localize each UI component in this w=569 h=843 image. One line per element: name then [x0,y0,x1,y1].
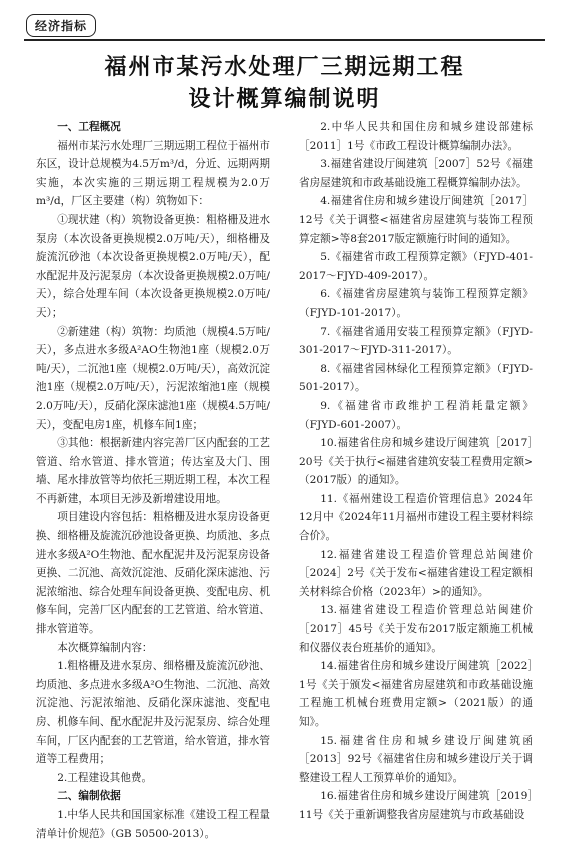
basis-item: 3.福建省建设厅闽建筑［2007］52号《福建省房屋建筑和市政基础设施工程概算编制办法》。 [299,158,533,189]
basis-item: 1.中华人民共和国国家标准《建设工程工程量清单计价规范》（GB 50500-2013）。 [36,808,270,840]
basis-item: 11.《福州建设工程造价管理信息》2024年12月中《2024年11月福州市建设工程主要材料综合价》。 [299,492,534,543]
basis-item: 5.《福建省市政工程预算定额》（FJYD-401-2017～FJYD-409-2017）。 [299,251,533,282]
basis-item: 15.福建省住房和城乡建设厅闽建筑函［2013］92号《福建省住房和城乡建设厅关于调整建设工程人工预算单价的通知》。 [299,734,533,784]
paragraph: 本次概算编制内容： [57,641,153,654]
right-column [299,118,533,825]
basis-item: 16.福建省住房和城乡建设厅闽建筑［2019］11号《关于重新调整我省房屋建筑与市政基础设 [299,790,533,821]
header-divider [24,39,545,41]
section-heading-overview: 一、工程概况 [57,121,121,133]
basis-item: 10.福建省住房和城乡建设厅闽建筑［2017］20号《关于执行<福建省建筑安装工程费用定额>（2017版）的通知》。 [299,437,533,487]
article-title-line1: 福州市某污水处理厂三期远期工程 [104,55,465,80]
section-heading-basis: 二、编制依据 [57,790,121,803]
basis-item: 9.《福建省市政维护工程消耗量定额》（FJYD-601-2007）。 [299,399,533,431]
basis-item: 14.福建省住房和城乡建设厅闽建筑［2022］1号《关于颁发<福建省房屋建筑和市政基础设施工程施工机械台班费用定额>（2021版）的通知》。 [299,660,533,728]
basis-item: 7.《福建省通用安装工程预算定额》（FJYD-301-2017～FJYD-311-2017）。 [299,325,533,357]
basis-item: 12.福建省建设工程造价管理总站闽建价［2024］2号《关于发布<福建省建设工程定额相关材料综合价格（2023年）>的通知》。 [299,548,533,598]
paragraph: ③其他：根据新建内容完善厂区内配套的工艺管道、给水管道、排水管道；传达室及大门、围墙、尾水排放管等均依托三期近期工程，本次工程不再新建，本项目无涉及新增建设用地。 [36,437,270,505]
paragraph: 2.工程建设其他费。 [57,771,153,784]
basis-item: 6.《福建省房屋建筑与装饰工程预算定额》（FJYD-101-2017）。 [299,288,533,319]
paragraph: 项目建设内容包括：粗格栅及进水泵房设备更换、细格栅及旋流沉砂池设备更换、均质池、多点进水多级A²O生物池、配水配泥井及污泥泵房设备更换、二沉池、高效沉淀池、反硝化深床滤池、污泥浓缩池、综合处理车间设备更换、变配电房、机修车间，完善厂区内配套的工艺管道、给水管道、排水管道等。 [36,511,270,636]
basis-item: 2.中华人民共和国住房和城乡建设部建标［2011］1号《市政工程设计概算编制办法》。 [299,121,533,152]
paragraph: 福州市某污水处理厂三期远期工程位于福州市东区，设计总规模为4.5万m³/d，分近、远期两期实施，本次实施的三期远期工程规模为2.0万m³/d，厂区主要建（构）筑物如下： [36,139,270,208]
article-title-line2: 设计概算编制说明 [188,87,381,112]
paragraph: ①现状建（构）筑物设备更换：粗格栅及进水泵房（本次设备更换规模2.0万吨/天），细格栅及旋流沉砂池（本次设备更换规模2.0万吨/天），配水配泥井及污泥泵房（本次设备更换规模2.0万吨/天），综合处理车间（本次设备更换规模2.0万吨/天）； [36,213,270,319]
paragraph: 1.粗格栅及进水泵房、细格栅及旋流沉砂池、均质池、多点进水多级A²O生物池、二沉池、高效沉淀池、污泥浓缩池、反硝化深床滤池、变配电房、机修车间、配水配泥井及污泥泵房、综合处理车间，厂区内配套的工艺管道，给水管道，排水管道等工程费用； [36,660,270,766]
basis-item: 13.福建省建设工程造价管理总站闽建价［2017］45号《关于发布2017版定额施工机械和仪器仪表台班基价的通知》。 [299,604,533,654]
basis-item: 8.《福建省园林绿化工程预算定额》（FJYD-501-2017）。 [299,362,533,394]
basis-item: 4.福建省住房和城乡建设厅闽建筑［2017］12号《关于调整<福建省房屋建筑与装饰工程预算定额>等8套2017版定额施行时间的通知》。 [299,195,533,245]
paragraph: ②新建建（构）筑物：均质池（规模4.5万吨/天），多点进水多级A²AO生物池1座（规模2.0万吨/天），二沉池1座（规模2.0万吨/天），高效沉淀池1座（规模2.0万吨/天），污泥浓缩池1座（规模2.0万吨/天），反硝化深床滤池1座（规模4.5万吨/天），变配电房1座，机修车间1座； [36,325,270,431]
column-tag: 经济指标 [26,14,96,37]
left-column [36,118,270,843]
